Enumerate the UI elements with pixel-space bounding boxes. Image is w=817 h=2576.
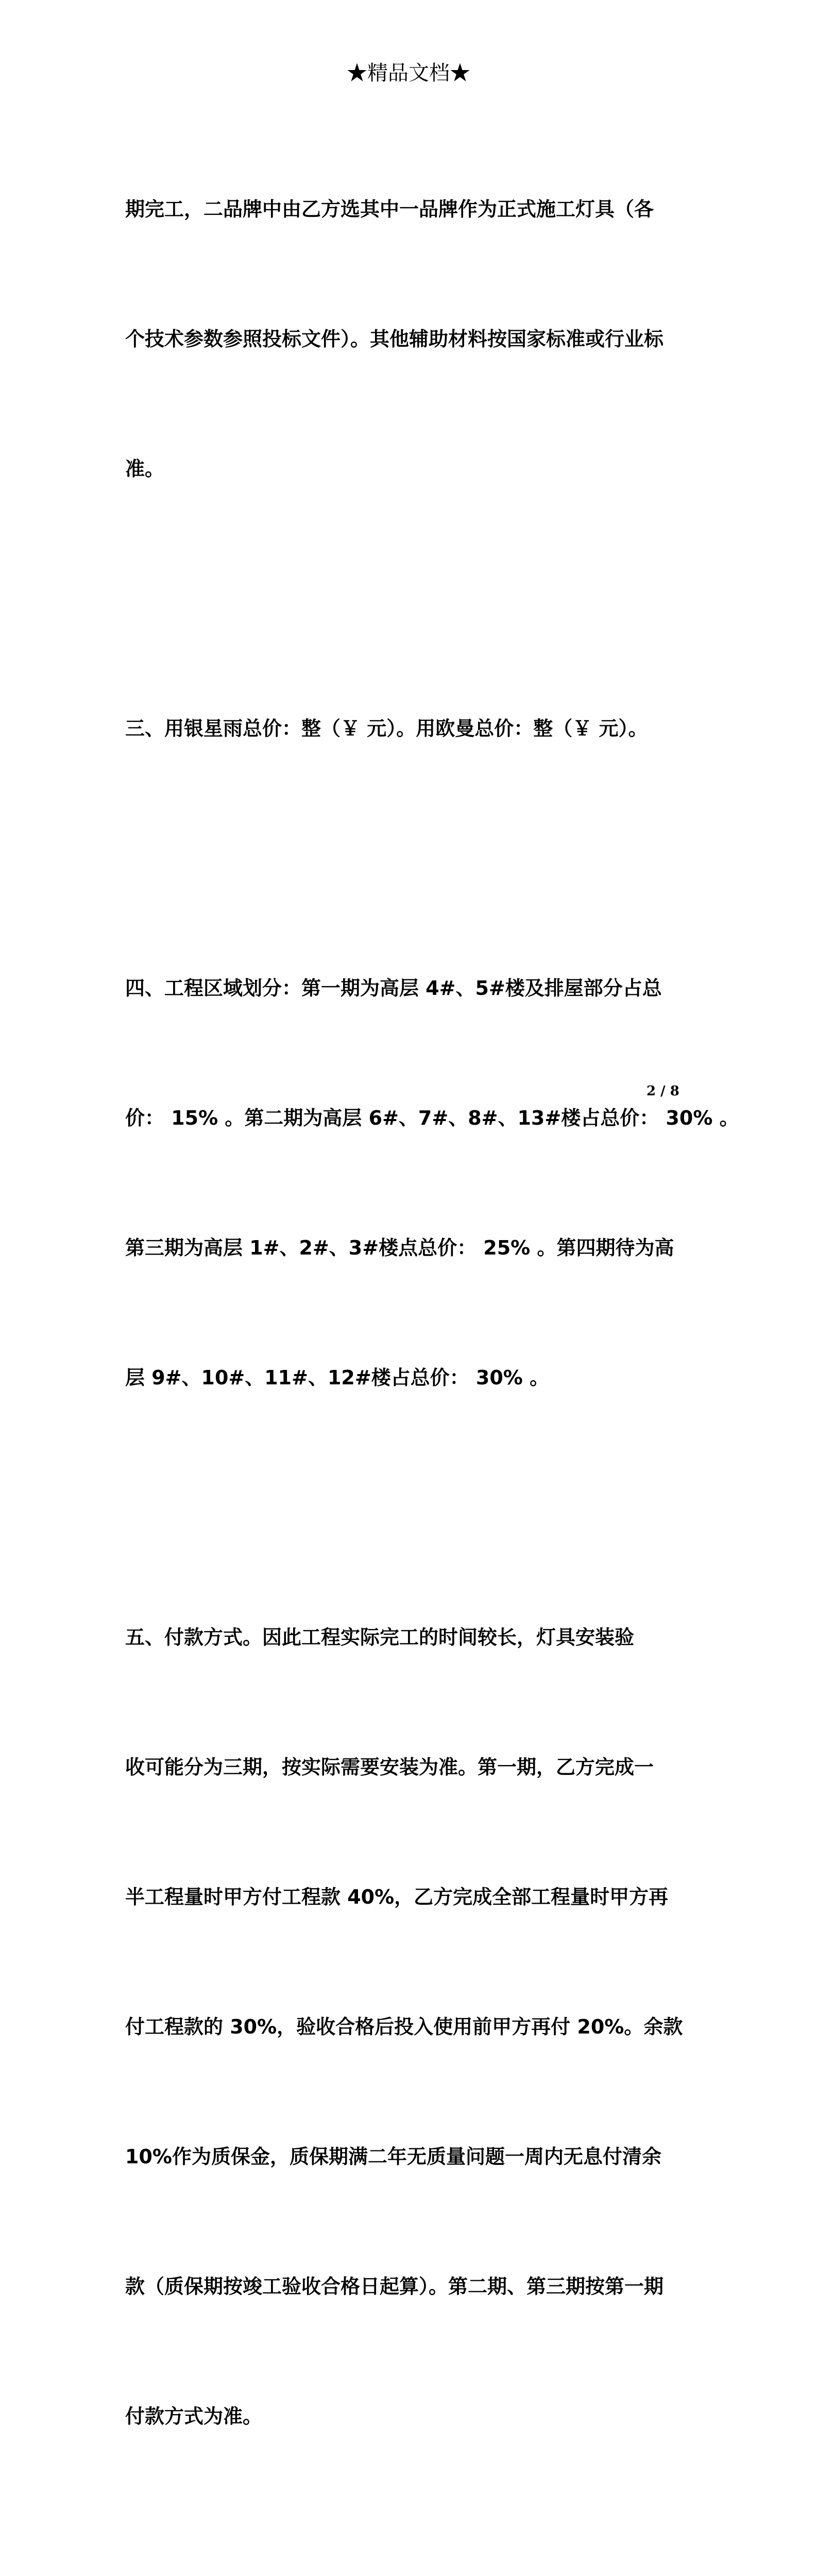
text-line: 付款方式为准。 [125, 2405, 263, 2428]
text-line: 款（质保期按竣工验收合格日起算）。第二期、第三期按第一期 [125, 2275, 664, 2298]
text-line: 准。 [125, 457, 165, 480]
paragraph-payment-method [125, 1529, 703, 2524]
text-line: 三、用银星雨总价：整（￥ 元）。用欧曼总价：整（￥ 元）。 [125, 717, 648, 740]
page-number: 2 / 8 [646, 1083, 679, 1099]
text-line: 半工程量时甲方付工程款 40%，乙方完成全部工程量时甲方再 [125, 1886, 669, 1908]
paragraph-schedule [125, 2568, 703, 2576]
text-line: 期完工，二品牌中由乙方选其中一品牌作为正式施工灯具（各 [125, 198, 654, 221]
text-line: 价： 15% 。第二期为高层 6#、7#、8#、13#楼占总价： 30% 。 [125, 1107, 739, 1129]
text-line: 收可能分为三期，按实际需要安装为准。第一期，乙方完成一 [125, 1756, 654, 1778]
document-body [125, 101, 739, 2576]
text-line: 五、付款方式。因此工程实际完工的时间较长，灯具安装验 [125, 1626, 635, 1649]
text-line: 个技术参数参照投标文件）。其他辅助材料按国家标准或行业标 [125, 328, 664, 350]
paragraph-total-price [125, 620, 703, 837]
text-line: 层 9#、10#、11#、12#楼占总价： 30% 。 [125, 1366, 550, 1389]
paragraph-area-division [125, 880, 739, 1486]
text-line: 付工程款的 30%，验收合格后投入使用前甲方再付 20%。余款 [125, 2015, 683, 2038]
text-line: 10%作为质保金，质保期满二年无质量问题一周内无息付清余 [125, 2145, 661, 2168]
paragraph-materials-standard [125, 101, 703, 577]
text-line: 四、工程区域划分：第一期为高层 4#、5#楼及排屋部分占总 [125, 977, 662, 999]
text-line: 第三期为高层 1#、2#、3#楼点总价： 25% 。第四期待为高 [125, 1236, 674, 1259]
document-header-title: ★精品文档★ [347, 61, 470, 85]
